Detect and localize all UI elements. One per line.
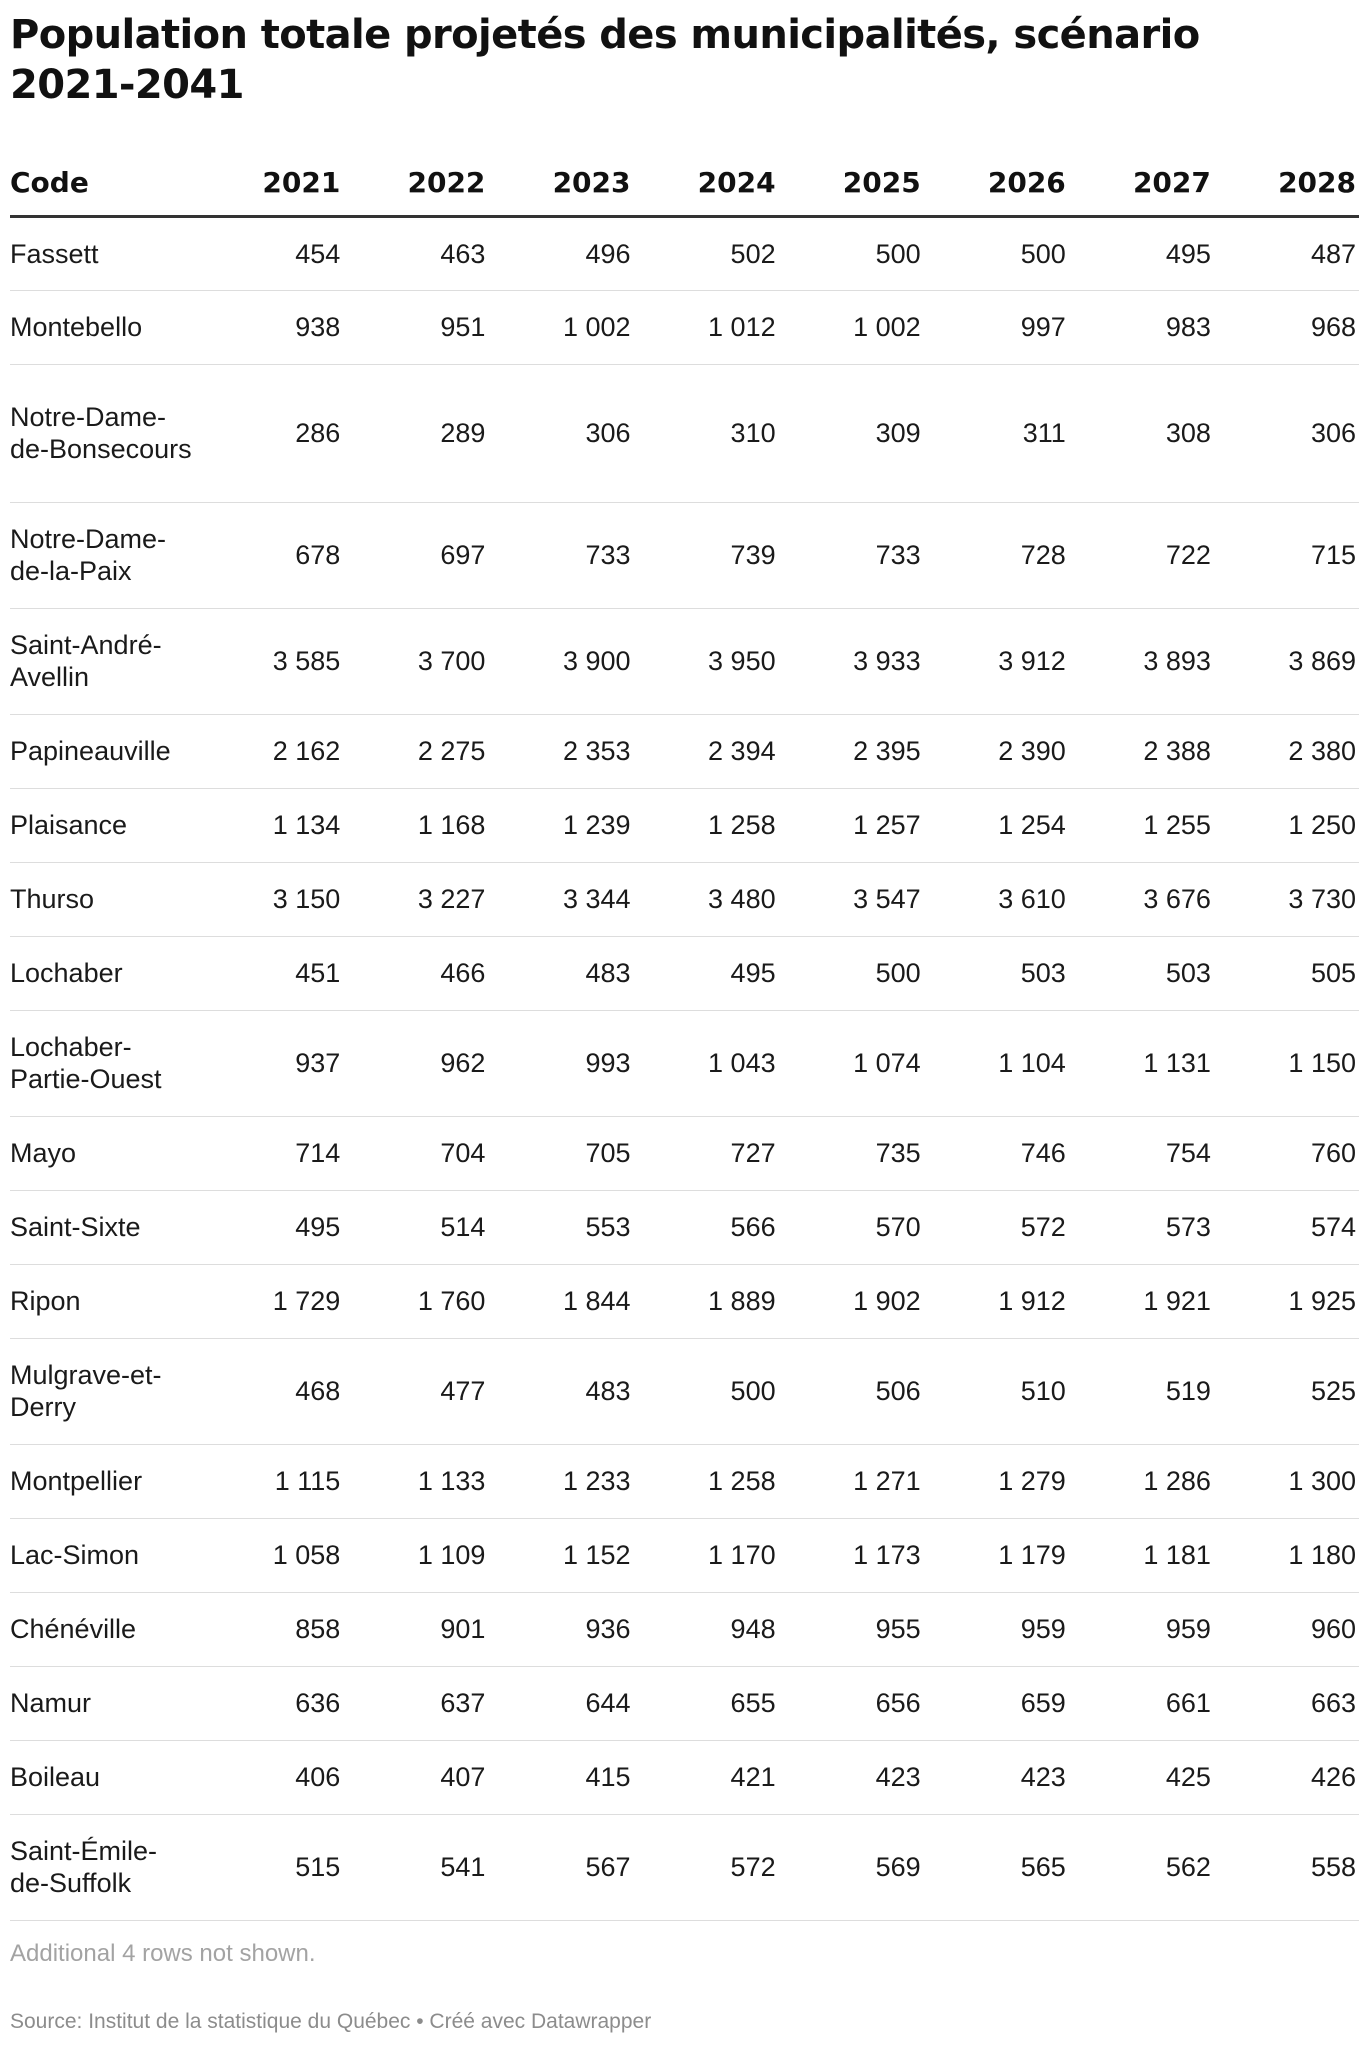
value-cell-2027: 2 388 — [1069, 714, 1214, 788]
row-label: Papineauville — [10, 714, 198, 788]
table-row — [10, 1264, 1359, 1338]
value-cell-2027: 519 — [1069, 1338, 1214, 1444]
table-row — [10, 502, 1359, 608]
value-cell-2025: 569 — [779, 1814, 924, 1920]
value-cell-2025: 500 — [779, 936, 924, 1010]
value-cell-2024: 310 — [634, 364, 779, 502]
table-row — [10, 1010, 1359, 1116]
value-cell-2026: 500 — [924, 216, 1069, 290]
value-cell-2024: 1 258 — [634, 1444, 779, 1518]
value-cell-2026: 3 912 — [924, 608, 1069, 714]
value-cell-2021: 1 729 — [198, 1264, 343, 1338]
value-cell-2026: 510 — [924, 1338, 1069, 1444]
column-header-2022[interactable]: 2022 — [343, 150, 488, 216]
value-cell-2024: 1 043 — [634, 1010, 779, 1116]
value-cell-2022: 466 — [343, 936, 488, 1010]
table-row — [10, 1814, 1359, 1920]
value-cell-2022: 704 — [343, 1116, 488, 1190]
row-label: Lac-Simon — [10, 1518, 198, 1592]
value-cell-2027: 722 — [1069, 502, 1214, 608]
table-row — [10, 608, 1359, 714]
value-cell-2023: 936 — [488, 1592, 633, 1666]
value-cell-2026: 659 — [924, 1666, 1069, 1740]
value-cell-2026: 503 — [924, 936, 1069, 1010]
value-cell-2022: 901 — [343, 1592, 488, 1666]
value-cell-2023: 705 — [488, 1116, 633, 1190]
value-cell-2025: 656 — [779, 1666, 924, 1740]
value-cell-2021: 1 115 — [198, 1444, 343, 1518]
value-cell-2025: 2 395 — [779, 714, 924, 788]
row-label: Lochaber — [10, 936, 198, 1010]
table-row — [10, 1190, 1359, 1264]
value-cell-2025: 1 902 — [779, 1264, 924, 1338]
value-cell-2025: 3 547 — [779, 862, 924, 936]
value-cell-2023: 3 344 — [488, 862, 633, 936]
value-cell-2027: 308 — [1069, 364, 1214, 502]
row-label: Saint-Émile-de-Suffolk — [10, 1814, 198, 1920]
value-cell-2024: 1 258 — [634, 788, 779, 862]
value-cell-2027: 1 131 — [1069, 1010, 1214, 1116]
value-cell-2021: 468 — [198, 1338, 343, 1444]
value-cell-2023: 567 — [488, 1814, 633, 1920]
value-cell-2028: 715 — [1214, 502, 1359, 608]
table-row — [10, 1444, 1359, 1518]
value-cell-2023: 553 — [488, 1190, 633, 1264]
column-header-2024[interactable]: 2024 — [634, 150, 779, 216]
value-cell-2028: 1 250 — [1214, 788, 1359, 862]
value-cell-2027: 1 921 — [1069, 1264, 1214, 1338]
value-cell-2028: 487 — [1214, 216, 1359, 290]
row-label: Thurso — [10, 862, 198, 936]
row-label: Montpellier — [10, 1444, 198, 1518]
value-cell-2025: 1 271 — [779, 1444, 924, 1518]
value-cell-2022: 951 — [343, 290, 488, 364]
value-cell-2024: 500 — [634, 1338, 779, 1444]
value-cell-2026: 1 104 — [924, 1010, 1069, 1116]
value-cell-2024: 421 — [634, 1740, 779, 1814]
value-cell-2027: 573 — [1069, 1190, 1214, 1264]
column-header-code[interactable]: Code — [10, 150, 198, 216]
value-cell-2028: 663 — [1214, 1666, 1359, 1740]
row-label: Notre-Dame-de-Bonsecours — [10, 364, 198, 502]
value-cell-2022: 407 — [343, 1740, 488, 1814]
column-header-2021[interactable]: 2021 — [198, 150, 343, 216]
header-row — [10, 150, 1359, 216]
value-cell-2027: 959 — [1069, 1592, 1214, 1666]
row-label: Mulgrave-et-Derry — [10, 1338, 198, 1444]
value-cell-2026: 997 — [924, 290, 1069, 364]
value-cell-2023: 483 — [488, 1338, 633, 1444]
value-cell-2027: 503 — [1069, 936, 1214, 1010]
value-cell-2021: 3 585 — [198, 608, 343, 714]
value-cell-2024: 1 170 — [634, 1518, 779, 1592]
value-cell-2026: 1 254 — [924, 788, 1069, 862]
value-cell-2026: 572 — [924, 1190, 1069, 1264]
table-row — [10, 714, 1359, 788]
value-cell-2026: 565 — [924, 1814, 1069, 1920]
value-cell-2022: 477 — [343, 1338, 488, 1444]
value-cell-2028: 3 869 — [1214, 608, 1359, 714]
row-label: Boileau — [10, 1740, 198, 1814]
value-cell-2026: 2 390 — [924, 714, 1069, 788]
value-cell-2023: 993 — [488, 1010, 633, 1116]
value-cell-2025: 1 074 — [779, 1010, 924, 1116]
value-cell-2023: 1 233 — [488, 1444, 633, 1518]
value-cell-2027: 661 — [1069, 1666, 1214, 1740]
value-cell-2021: 451 — [198, 936, 343, 1010]
value-cell-2021: 938 — [198, 290, 343, 364]
value-cell-2026: 1 179 — [924, 1518, 1069, 1592]
value-cell-2021: 406 — [198, 1740, 343, 1814]
value-cell-2022: 541 — [343, 1814, 488, 1920]
value-cell-2028: 960 — [1214, 1592, 1359, 1666]
value-cell-2024: 566 — [634, 1190, 779, 1264]
value-cell-2023: 1 844 — [488, 1264, 633, 1338]
value-cell-2025: 500 — [779, 216, 924, 290]
value-cell-2026: 1 279 — [924, 1444, 1069, 1518]
value-cell-2021: 515 — [198, 1814, 343, 1920]
value-cell-2025: 309 — [779, 364, 924, 502]
value-cell-2022: 2 275 — [343, 714, 488, 788]
value-cell-2021: 937 — [198, 1010, 343, 1116]
row-label: Lochaber-Partie-Ouest — [10, 1010, 198, 1116]
value-cell-2027: 562 — [1069, 1814, 1214, 1920]
value-cell-2025: 1 257 — [779, 788, 924, 862]
value-cell-2027: 1 286 — [1069, 1444, 1214, 1518]
value-cell-2028: 3 730 — [1214, 862, 1359, 936]
value-cell-2021: 454 — [198, 216, 343, 290]
value-cell-2021: 286 — [198, 364, 343, 502]
value-cell-2023: 1 002 — [488, 290, 633, 364]
value-cell-2024: 502 — [634, 216, 779, 290]
value-cell-2026: 3 610 — [924, 862, 1069, 936]
column-header-2026[interactable]: 2026 — [924, 150, 1069, 216]
value-cell-2024: 572 — [634, 1814, 779, 1920]
row-label: Notre-Dame-de-la-Paix — [10, 502, 198, 608]
table-row — [10, 364, 1359, 502]
value-cell-2027: 1 255 — [1069, 788, 1214, 862]
table-row — [10, 290, 1359, 364]
value-cell-2022: 3 227 — [343, 862, 488, 936]
value-cell-2021: 858 — [198, 1592, 343, 1666]
table-row — [10, 1518, 1359, 1592]
value-cell-2022: 3 700 — [343, 608, 488, 714]
value-cell-2025: 1 002 — [779, 290, 924, 364]
value-cell-2024: 2 394 — [634, 714, 779, 788]
value-cell-2022: 1 109 — [343, 1518, 488, 1592]
value-cell-2028: 574 — [1214, 1190, 1359, 1264]
source-line: Source: Institut de la statistique du Québec • Créé avec Datawrapper — [10, 2010, 652, 2033]
row-label: Montebello — [10, 290, 198, 364]
value-cell-2023: 644 — [488, 1666, 633, 1740]
value-cell-2027: 425 — [1069, 1740, 1214, 1814]
value-cell-2027: 3 676 — [1069, 862, 1214, 936]
chart-title: Population totale projetés des municipalités, scénario 2021-2041 — [10, 12, 1200, 108]
row-label: Plaisance — [10, 788, 198, 862]
value-cell-2027: 3 893 — [1069, 608, 1214, 714]
value-cell-2025: 735 — [779, 1116, 924, 1190]
row-label: Saint-Sixte — [10, 1190, 198, 1264]
value-cell-2023: 3 900 — [488, 608, 633, 714]
value-cell-2028: 306 — [1214, 364, 1359, 502]
column-header-2027[interactable]: 2027 — [1069, 150, 1214, 216]
table-row — [10, 1116, 1359, 1190]
table-row — [10, 1592, 1359, 1666]
value-cell-2025: 733 — [779, 502, 924, 608]
value-cell-2021: 495 — [198, 1190, 343, 1264]
value-cell-2024: 495 — [634, 936, 779, 1010]
value-cell-2026: 959 — [924, 1592, 1069, 1666]
value-cell-2028: 1 925 — [1214, 1264, 1359, 1338]
value-cell-2024: 948 — [634, 1592, 779, 1666]
value-cell-2023: 1 152 — [488, 1518, 633, 1592]
row-label: Ripon — [10, 1264, 198, 1338]
value-cell-2023: 306 — [488, 364, 633, 502]
value-cell-2026: 728 — [924, 502, 1069, 608]
column-header-2023[interactable]: 2023 — [488, 150, 633, 216]
value-cell-2024: 739 — [634, 502, 779, 608]
value-cell-2023: 415 — [488, 1740, 633, 1814]
value-cell-2026: 423 — [924, 1740, 1069, 1814]
value-cell-2028: 1 150 — [1214, 1010, 1359, 1116]
value-cell-2028: 2 380 — [1214, 714, 1359, 788]
value-cell-2025: 955 — [779, 1592, 924, 1666]
table-row — [10, 1740, 1359, 1814]
value-cell-2027: 495 — [1069, 216, 1214, 290]
column-header-2025[interactable]: 2025 — [779, 150, 924, 216]
row-label: Namur — [10, 1666, 198, 1740]
value-cell-2028: 558 — [1214, 1814, 1359, 1920]
value-cell-2024: 1 889 — [634, 1264, 779, 1338]
value-cell-2024: 3 480 — [634, 862, 779, 936]
value-cell-2028: 525 — [1214, 1338, 1359, 1444]
row-label: Mayo — [10, 1116, 198, 1190]
row-label: Fassett — [10, 216, 198, 290]
value-cell-2027: 754 — [1069, 1116, 1214, 1190]
value-cell-2025: 423 — [779, 1740, 924, 1814]
table-row — [10, 936, 1359, 1010]
table-row — [10, 788, 1359, 862]
value-cell-2022: 1 168 — [343, 788, 488, 862]
value-cell-2026: 311 — [924, 364, 1069, 502]
value-cell-2022: 514 — [343, 1190, 488, 1264]
value-cell-2028: 1 300 — [1214, 1444, 1359, 1518]
value-cell-2022: 697 — [343, 502, 488, 608]
table-row — [10, 1666, 1359, 1740]
value-cell-2022: 463 — [343, 216, 488, 290]
value-cell-2026: 1 912 — [924, 1264, 1069, 1338]
value-cell-2022: 289 — [343, 364, 488, 502]
value-cell-2024: 3 950 — [634, 608, 779, 714]
value-cell-2023: 1 239 — [488, 788, 633, 862]
value-cell-2026: 746 — [924, 1116, 1069, 1190]
value-cell-2021: 2 162 — [198, 714, 343, 788]
table-viewport[interactable] — [10, 150, 1356, 1921]
value-cell-2023: 733 — [488, 502, 633, 608]
value-cell-2021: 636 — [198, 1666, 343, 1740]
table-row — [10, 1338, 1359, 1444]
value-cell-2021: 1 058 — [198, 1518, 343, 1592]
value-cell-2024: 655 — [634, 1666, 779, 1740]
value-cell-2023: 483 — [488, 936, 633, 1010]
value-cell-2025: 1 173 — [779, 1518, 924, 1592]
value-cell-2025: 3 933 — [779, 608, 924, 714]
value-cell-2025: 570 — [779, 1190, 924, 1264]
data-table — [10, 150, 1359, 1921]
value-cell-2027: 983 — [1069, 290, 1214, 364]
value-cell-2028: 505 — [1214, 936, 1359, 1010]
value-cell-2023: 496 — [488, 216, 633, 290]
value-cell-2022: 962 — [343, 1010, 488, 1116]
table-footnote: Additional 4 rows not shown. — [10, 1940, 316, 1967]
value-cell-2025: 506 — [779, 1338, 924, 1444]
value-cell-2027: 1 181 — [1069, 1518, 1214, 1592]
value-cell-2022: 637 — [343, 1666, 488, 1740]
value-cell-2021: 1 134 — [198, 788, 343, 862]
value-cell-2028: 426 — [1214, 1740, 1359, 1814]
value-cell-2021: 678 — [198, 502, 343, 608]
value-cell-2021: 714 — [198, 1116, 343, 1190]
value-cell-2024: 727 — [634, 1116, 779, 1190]
table-row — [10, 216, 1359, 290]
column-header-2028[interactable]: 2028 — [1214, 150, 1359, 216]
value-cell-2028: 968 — [1214, 290, 1359, 364]
value-cell-2024: 1 012 — [634, 290, 779, 364]
value-cell-2023: 2 353 — [488, 714, 633, 788]
value-cell-2021: 3 150 — [198, 862, 343, 936]
value-cell-2028: 760 — [1214, 1116, 1359, 1190]
table-row — [10, 862, 1359, 936]
value-cell-2028: 1 180 — [1214, 1518, 1359, 1592]
row-label: Saint-André-Avellin — [10, 608, 198, 714]
value-cell-2022: 1 133 — [343, 1444, 488, 1518]
row-label: Chénéville — [10, 1592, 198, 1666]
value-cell-2022: 1 760 — [343, 1264, 488, 1338]
